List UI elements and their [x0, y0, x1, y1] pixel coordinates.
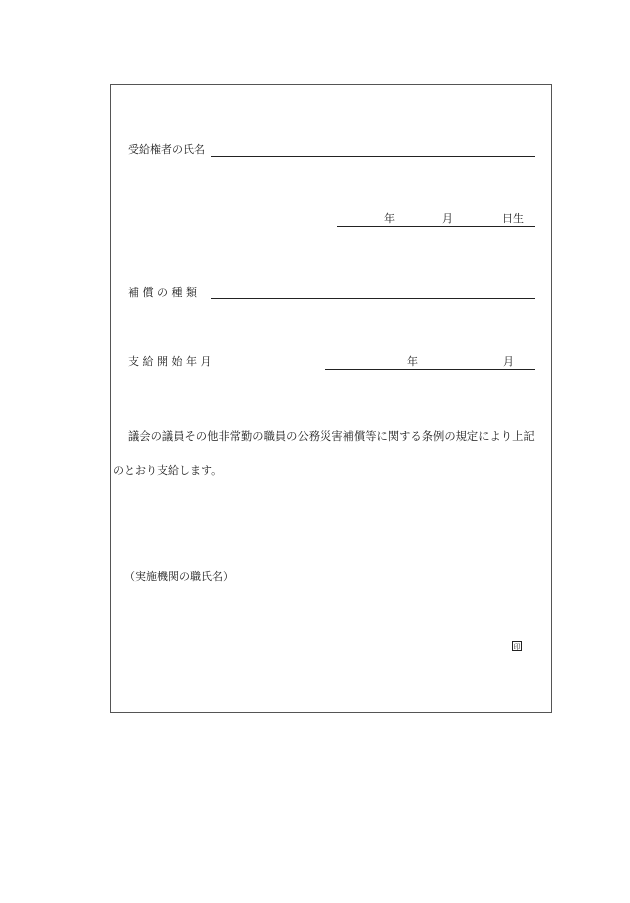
- compensation-type-label: 補 償 の 種 類: [128, 286, 197, 299]
- payment-start-year-label: 年: [407, 355, 418, 368]
- payment-start-line[interactable]: [325, 369, 535, 370]
- birth-day-label: 日生: [502, 212, 524, 225]
- recipient-name-label: 受給権者の氏名: [128, 143, 205, 156]
- seal-mark: 印: [513, 643, 521, 651]
- birth-month-label: 月: [442, 212, 453, 225]
- statement-line-1: 議会の議員その他非常勤の職員の公務災害補償等に関する条例の規定により上記: [128, 430, 535, 443]
- statement-line-2: のとおり支給します。: [113, 464, 223, 477]
- form-frame: [110, 84, 552, 713]
- compensation-type-line[interactable]: [211, 298, 535, 299]
- payment-start-label: 支 給 開 始 年 月: [128, 355, 212, 368]
- birth-year-label: 年: [384, 212, 395, 225]
- agency-label: （実施機関の職氏名）: [124, 570, 234, 583]
- birth-date-line[interactable]: [337, 226, 535, 227]
- payment-start-month-label: 月: [503, 355, 514, 368]
- recipient-name-line[interactable]: [211, 156, 535, 157]
